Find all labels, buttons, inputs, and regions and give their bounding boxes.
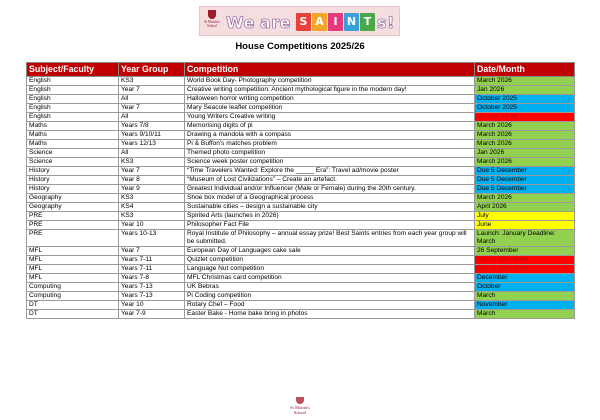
- cell-year-group: All: [119, 149, 185, 158]
- banner-tile-1: A: [312, 13, 327, 31]
- table-row: [27, 140, 575, 149]
- cell-subject: Maths: [27, 140, 119, 149]
- cell-year-group: Year 9: [119, 185, 185, 194]
- table-row: [27, 203, 575, 212]
- table-row: [27, 274, 575, 283]
- cell-date: Various 25-26: [475, 113, 575, 122]
- table-row: [27, 95, 575, 104]
- table-row: [27, 212, 575, 221]
- cell-competition: MFL Christmas card competition: [185, 274, 475, 283]
- cell-year-group: KS3: [119, 194, 185, 203]
- cell-date: March 2026: [475, 158, 575, 167]
- table-row: [27, 77, 575, 86]
- cell-date: Due 5 December: [475, 167, 575, 176]
- cell-competition: World Book Day- Photography competition: [185, 77, 475, 86]
- page-title: House Competitions 2025/26: [235, 41, 365, 52]
- cell-competition: Sustainable cities – design a sustainable city: [185, 203, 475, 212]
- cell-date: March 2026: [475, 122, 575, 131]
- cell-year-group: All: [119, 113, 185, 122]
- cell-year-group: Year 7: [119, 86, 185, 95]
- header-subject: Subject/Faculty: [27, 63, 119, 77]
- cell-year-group: Years 7-13: [119, 283, 185, 292]
- cell-competition: Easter Bake - Home bake bring in photos: [185, 310, 475, 319]
- cell-date: March 2026: [475, 140, 575, 149]
- cell-subject: DT: [27, 310, 119, 319]
- cell-subject: English: [27, 104, 119, 113]
- cell-competition: Young Writers Creative writing: [185, 113, 475, 122]
- cell-subject: Geography: [27, 203, 119, 212]
- cell-competition: Drawing a mandola with a compass: [185, 131, 475, 140]
- cell-subject: PRE: [27, 212, 119, 221]
- table-row: [27, 194, 575, 203]
- crest-text: St Martin's School: [204, 20, 220, 28]
- table-row: [27, 221, 575, 230]
- cell-competition: UK Bebras: [185, 283, 475, 292]
- cell-date: March 2026: [475, 194, 575, 203]
- cell-subject: MFL: [27, 274, 119, 283]
- table-row: [27, 131, 575, 140]
- cell-date: March: [475, 310, 575, 319]
- cell-subject: Maths: [27, 131, 119, 140]
- school-crest-logo: [203, 10, 221, 32]
- table-header-row: [27, 63, 575, 77]
- cell-competition: Pi Coding competition: [185, 292, 475, 301]
- table-row: [27, 167, 575, 176]
- cell-date: July: [475, 212, 575, 221]
- header-date: Date/Month: [475, 63, 575, 77]
- banner-letter-tiles: [296, 13, 395, 32]
- cell-date: Due 5 December: [475, 176, 575, 185]
- table-row: [27, 158, 575, 167]
- cell-subject: MFL: [27, 247, 119, 256]
- cell-competition: Science week poster competition: [185, 158, 475, 167]
- cell-date: Due 5 December: [475, 185, 575, 194]
- cell-year-group: Years 9/10/11: [119, 131, 185, 140]
- cell-competition: Pi & Buffon's matches problem: [185, 140, 475, 149]
- table-row: [27, 265, 575, 274]
- cell-year-group: KS3: [119, 77, 185, 86]
- cell-competition: Memorising digits of pi: [185, 122, 475, 131]
- cell-date: Jan 2026: [475, 149, 575, 158]
- cell-date: November: [475, 301, 575, 310]
- cell-year-group: Years 7-11: [119, 265, 185, 274]
- cell-year-group: Year 8: [119, 176, 185, 185]
- cell-competition: Spirited Arts (launches in 2026): [185, 212, 475, 221]
- cell-competition: “Time Travelers Wanted: Explore the _____ Era”: Travel ad/movie poster: [185, 167, 475, 176]
- cell-date: October 2025: [475, 104, 575, 113]
- cell-subject: Geography: [27, 194, 119, 203]
- banner-tile-4: T: [360, 13, 375, 31]
- cell-year-group: Years 7-8: [119, 274, 185, 283]
- table-row: [27, 230, 575, 247]
- table-row: [27, 122, 575, 131]
- header-banner: [199, 6, 400, 36]
- table-row: [27, 113, 575, 122]
- cell-date: December: [475, 274, 575, 283]
- cell-competition: Language Nut competition: [185, 265, 475, 274]
- crest-shield-icon: [208, 10, 216, 19]
- cell-subject: English: [27, 86, 119, 95]
- cell-competition: Royal Institute of Philosophy – annual essay prize! Best Saints entries from each year group will be submitted.: [185, 230, 475, 247]
- table-row: [27, 104, 575, 113]
- cell-year-group: Years 10-13: [119, 230, 185, 247]
- cell-date: October: [475, 283, 575, 292]
- cell-date: Jan 2026: [475, 86, 575, 95]
- cell-subject: Computing: [27, 283, 119, 292]
- cell-year-group: Year 10: [119, 301, 185, 310]
- cell-date: March 2026: [475, 77, 575, 86]
- banner-tile-5: s!: [376, 12, 395, 32]
- cell-subject: Computing: [27, 292, 119, 301]
- cell-subject: PRE: [27, 221, 119, 230]
- footer-logo-text: St Martin's School: [290, 405, 310, 415]
- banner-word-are: are: [259, 12, 291, 32]
- cell-subject: History: [27, 176, 119, 185]
- cell-subject: MFL: [27, 265, 119, 274]
- cell-year-group: KS3: [119, 212, 185, 221]
- cell-subject: English: [27, 77, 119, 86]
- table-row: [27, 149, 575, 158]
- table-row: [27, 185, 575, 194]
- header-year-group: Year Group: [119, 63, 185, 77]
- cell-competition: Quizlet competition: [185, 256, 475, 265]
- cell-year-group: Year 7: [119, 104, 185, 113]
- footer-logo: [285, 397, 315, 415]
- banner-tile-2: I: [328, 13, 343, 31]
- cell-competition: Halloween horror writing competition: [185, 95, 475, 104]
- banner-title: [226, 11, 395, 33]
- footer-crest-icon: [296, 397, 304, 404]
- banner-tile-3: N: [344, 13, 359, 31]
- cell-competition: Creative writing competition: Ancient mythological figure in the modern day!: [185, 86, 475, 95]
- cell-year-group: Years 12/13: [119, 140, 185, 149]
- cell-date: April 2026: [475, 203, 575, 212]
- cell-date: 26 September: [475, 247, 575, 256]
- cell-date: End of each term: [475, 256, 575, 265]
- cell-competition: Philosopher Fact File: [185, 221, 475, 230]
- cell-year-group: Years 7/8: [119, 122, 185, 131]
- table-row: [27, 283, 575, 292]
- table-row: [27, 301, 575, 310]
- cell-year-group: Year 7-9: [119, 310, 185, 319]
- cell-date: March 2026: [475, 131, 575, 140]
- table-row: [27, 256, 575, 265]
- table-body: [27, 77, 575, 319]
- banner-tile-0: S: [296, 13, 311, 31]
- cell-competition: “Museum of Lost Civilizations” – Create an artefact.: [185, 176, 475, 185]
- cell-year-group: Year 10: [119, 221, 185, 230]
- cell-year-group: KS4: [119, 203, 185, 212]
- cell-year-group: Year 7: [119, 247, 185, 256]
- cell-subject: History: [27, 185, 119, 194]
- table-row: [27, 310, 575, 319]
- cell-date: March: [475, 292, 575, 301]
- cell-date: October 2025: [475, 95, 575, 104]
- cell-date: End of each term: [475, 265, 575, 274]
- cell-competition: Themed photo competition: [185, 149, 475, 158]
- cell-competition: Mary Seacole leaflet competition: [185, 104, 475, 113]
- table-row: [27, 247, 575, 256]
- banner-word-we: We: [226, 12, 255, 32]
- cell-competition: Shoe box model of a Geographical process: [185, 194, 475, 203]
- table-row: [27, 292, 575, 301]
- cell-subject: DT: [27, 301, 119, 310]
- cell-year-group: Year 7: [119, 167, 185, 176]
- cell-year-group: All: [119, 95, 185, 104]
- cell-subject: Science: [27, 149, 119, 158]
- cell-subject: History: [27, 167, 119, 176]
- cell-competition: Greatest Individual and/or Influencer (Male or Female) during the 20th century.: [185, 185, 475, 194]
- competitions-table: [26, 62, 575, 319]
- table-row: [27, 86, 575, 95]
- cell-year-group: Years 7-11: [119, 256, 185, 265]
- cell-year-group: Years 7-13: [119, 292, 185, 301]
- cell-year-group: KS3: [119, 158, 185, 167]
- cell-subject: PRE: [27, 230, 119, 247]
- cell-subject: Maths: [27, 122, 119, 131]
- header-competition: Competition: [185, 63, 475, 77]
- cell-subject: English: [27, 95, 119, 104]
- cell-date: Launch: January Deadline: March: [475, 230, 575, 247]
- table-row: [27, 176, 575, 185]
- cell-competition: Rotary Chef – Food: [185, 301, 475, 310]
- cell-date: June: [475, 221, 575, 230]
- cell-subject: English: [27, 113, 119, 122]
- cell-subject: Science: [27, 158, 119, 167]
- cell-subject: MFL: [27, 256, 119, 265]
- cell-competition: European Day of Languages cake sale: [185, 247, 475, 256]
